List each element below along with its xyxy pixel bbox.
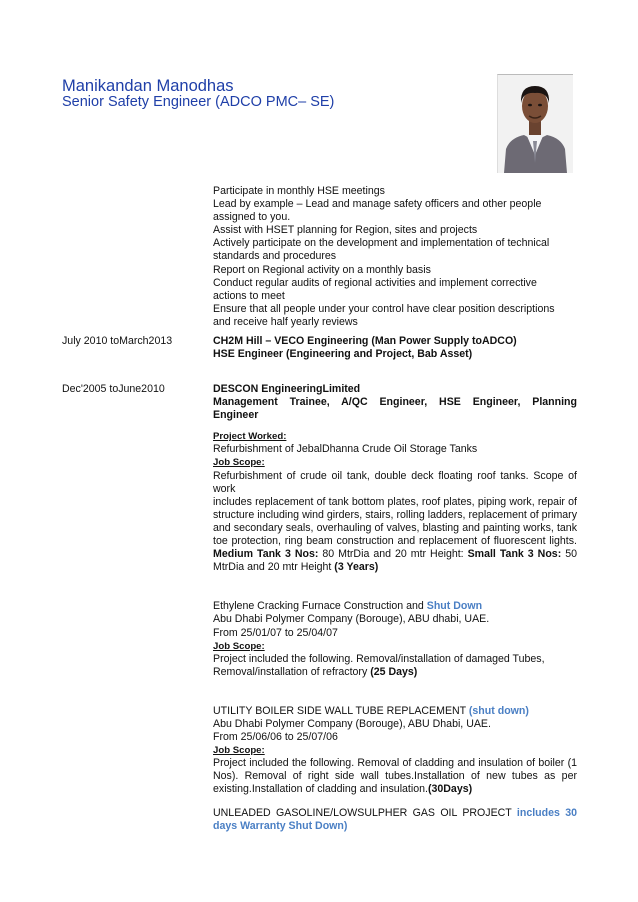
project-highlight: (shut down): [468, 704, 529, 717]
job-descon: [213, 383, 577, 833]
scope-line: Project included the following. Removal of cladding and insulation of boiler (1: [213, 757, 577, 770]
scope-line: includes replacement of tank bottom plates, roof plates, piping work, repair of: [213, 495, 577, 508]
duties-list: [213, 185, 577, 329]
tank-details: [213, 548, 577, 561]
scope-line: Nos). Removal of right side wall tubes.Installation of new tubes as per: [213, 770, 577, 783]
scope-line: Project included the following. Removal/installation of damaged Tubes,: [213, 652, 545, 665]
project-title-text: UNLEADED GASOLINE/LOWSULPHER GAS OIL PROJECT: [213, 806, 517, 819]
duty-line: Assist with HSET planning for Region, sites and projects: [213, 224, 478, 237]
scope-line: structure including wind girders, stairs, rolling ladders, replacement of primary: [213, 508, 577, 521]
job-role: HSE Engineer (Engineering and Project, Bab Asset): [213, 348, 473, 361]
scope-heading: Job Scope:: [213, 457, 265, 469]
tank-details-2: [213, 561, 577, 574]
profile-photo-icon: [498, 75, 573, 173]
project-highlight: includes 30: [516, 806, 577, 819]
project-duration: (25 Days): [370, 665, 418, 678]
tank-label: Medium Tank 3 Nos:: [213, 548, 319, 561]
project-highlight: Shut Down: [426, 600, 483, 613]
duty-line: assigned to you.: [213, 211, 291, 224]
project-title-text: Ethylene Cracking Furnace Construction and: [213, 600, 427, 613]
projects-heading: Project Worked:: [213, 431, 287, 443]
scope-text: Removal/installation of refractory: [213, 665, 371, 678]
project-title: [213, 600, 577, 613]
duty-line: Ensure that all people under your control have clear position descriptions: [213, 302, 555, 315]
duty-line: Report on Regional activity on a monthly basis: [213, 263, 431, 276]
job-dates-ch2m: July 2010 toMarch2013: [62, 335, 173, 347]
duty-line: actions to meet: [213, 289, 285, 302]
duty-line: Actively participate on the development and implementation of technical: [213, 237, 550, 250]
candidate-title: Senior Safety Engineer (ADCO PMC– SE): [62, 94, 335, 110]
tank-text: 50: [561, 548, 577, 561]
job-role-line: Management Trainee, A/QC Engineer, HSE Engineer, Planning: [213, 396, 577, 409]
project-highlight: days Warranty Shut Down): [213, 819, 348, 832]
scope-line: Refurbishment of crude oil tank, double deck floating roof tanks. Scope of work: [213, 469, 577, 495]
company-name: DESCON EngineeringLimited: [213, 383, 361, 395]
job-role-line: Engineer: [213, 409, 259, 422]
project-title: [213, 705, 577, 718]
tank-label: Small Tank 3 Nos:: [467, 548, 562, 561]
duty-line: and receive half yearly reviews: [213, 315, 358, 328]
scope-heading: Job Scope:: [213, 745, 265, 757]
tank-text: MtrDia and 20 mtr Height: [213, 561, 335, 574]
project-company: Abu Dhabi Polymer Company (Borouge), ABU dhabi, UAE.: [213, 613, 490, 626]
project-company: Abu Dhabi Polymer Company (Borouge), ABU Dhabi, UAE.: [213, 717, 491, 730]
duty-line: Conduct regular audits of regional activities and implement corrective: [213, 276, 537, 289]
scope-heading: Job Scope:: [213, 640, 265, 652]
project-title: [213, 807, 577, 820]
scope-line: toe protection, ring beam construction and replacement of fluorescent lights.: [213, 535, 577, 548]
duty-line: Lead by example – Lead and manage safety officers and other people: [213, 198, 542, 211]
project-period: From 25/06/06 to 25/07/06: [213, 731, 338, 744]
duty-line: Participate in monthly HSE meetings: [213, 185, 385, 197]
tank-years: (3 Years): [334, 561, 379, 574]
project-period: From 25/01/07 to 25/04/07: [213, 626, 338, 639]
company-name: CH2M Hill – VECO Engineering (Man Power Supply toADCO): [213, 335, 517, 347]
scope-line: and secondary seals, overhauling of valves, blasting and painting works, tank: [213, 521, 577, 534]
scope-line: [213, 666, 577, 679]
job-ch2m: [213, 335, 577, 361]
duty-line: standards and procedures: [213, 250, 337, 263]
project-title: Refurbishment of JebalDhanna Crude Oil Storage Tanks: [213, 443, 478, 456]
project-title-text: UTILITY BOILER SIDE WALL TUBE REPLACEMENT: [213, 704, 469, 717]
tank-text: 80 MtrDia and 20 mtr Height:: [318, 548, 468, 561]
scope-line: [213, 783, 577, 796]
project-duration: (30Days): [427, 783, 473, 796]
candidate-name: Manikandan Manodhas: [62, 77, 234, 95]
scope-text: existing.Installation of cladding and insulation.: [213, 783, 428, 796]
profile-photo: [497, 74, 573, 173]
job-dates-descon: Dec'2005 toJune2010: [62, 383, 165, 395]
